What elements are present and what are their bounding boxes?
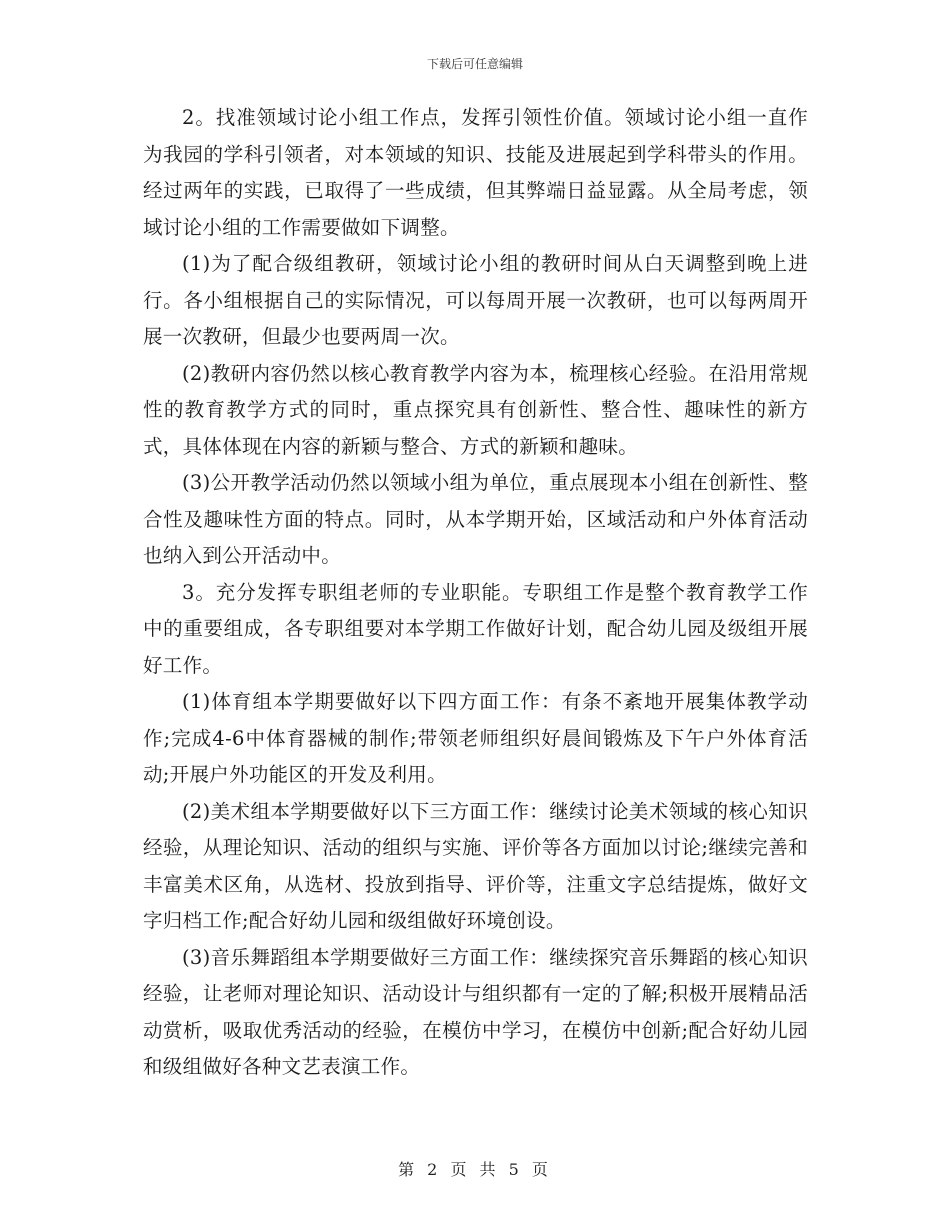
paragraph-pe-group: (1)体育组本学期要做好以下四方面工作：有条不紊地开展集体教学动作;完成4-6中体育器械的制作;带领老师组织好晨间锻炼及下午户外体育活动;开展户外功能区的开发及利用。 <box>143 690 808 786</box>
paragraph-section-3: 3。充分发挥专职组老师的专业职能。专职组工作是整个教育教学工作中的重要组成，各专职组要对本学期工作做好计划，配合幼儿园及级组开展好工作。 <box>143 580 808 677</box>
paragraph-item-1: (1)为了配合级组教研，领域讨论小组的教研时间从白天调整到晚上进行。各小组根据自己的实际情况，可以每周开展一次教研，也可以每两周开展一次教研，但最少也要两周一次。 <box>143 252 808 348</box>
paragraph-section-2: 2。找准领域讨论小组工作点，发挥引领性价值。领域讨论小组一直作为我园的学科引领者，对本领域的知识、技能及进展起到学科带头的作用。经过两年的实践，已取得了一些成绩，但其弊端日益显露。从全局考虑，领域讨论小组的工作需要做如下调整。 <box>143 106 808 239</box>
paragraph-item-3: (3)公开教学活动仍然以领域小组为单位，重点展现本小组在创新性、整合性及趣味性方面的特点。同时，从本学期开始，区域活动和户外体育活动也纳入到公开活动中。 <box>143 471 808 567</box>
page-number: 第 2 页 共 5 页 <box>398 1160 552 1179</box>
paragraph-art-group: (2)美术组本学期要做好以下三方面工作：继续讨论美术领域的核心知识经验，从理论知识、活动的组织与实施、评价等各方面加以讨论;继续完善和丰富美术区角，从选材、投放到指导、评价等，注重文字总结提炼，做好文字归档工作;配合好幼儿园和级组做好环境创设。 <box>143 799 808 932</box>
page-header: 下载后可任意编辑 <box>426 57 523 71</box>
paragraph-music-group: (3)音乐舞蹈组本学期要做好三方面工作：继续探究音乐舞蹈的核心知识经验，让老师对理论知识、活动设计与组织都有一定的了解;积极开展精品活动赏析，吸取优秀活动的经验，在模仿中学习，在模仿中创新;配合好幼儿园和级组做好各种文艺表演工作。 <box>143 945 808 1078</box>
paragraph-item-2: (2)教研内容仍然以核心教育教学内容为本，梳理核心经验。在沿用常规性的教育教学方式的同时，重点探究具有创新性、整合性、趣味性的新方式，具体体现在内容的新颖与整合、方式的新颖和趣味。 <box>143 361 808 458</box>
document-body <box>143 100 808 1086</box>
